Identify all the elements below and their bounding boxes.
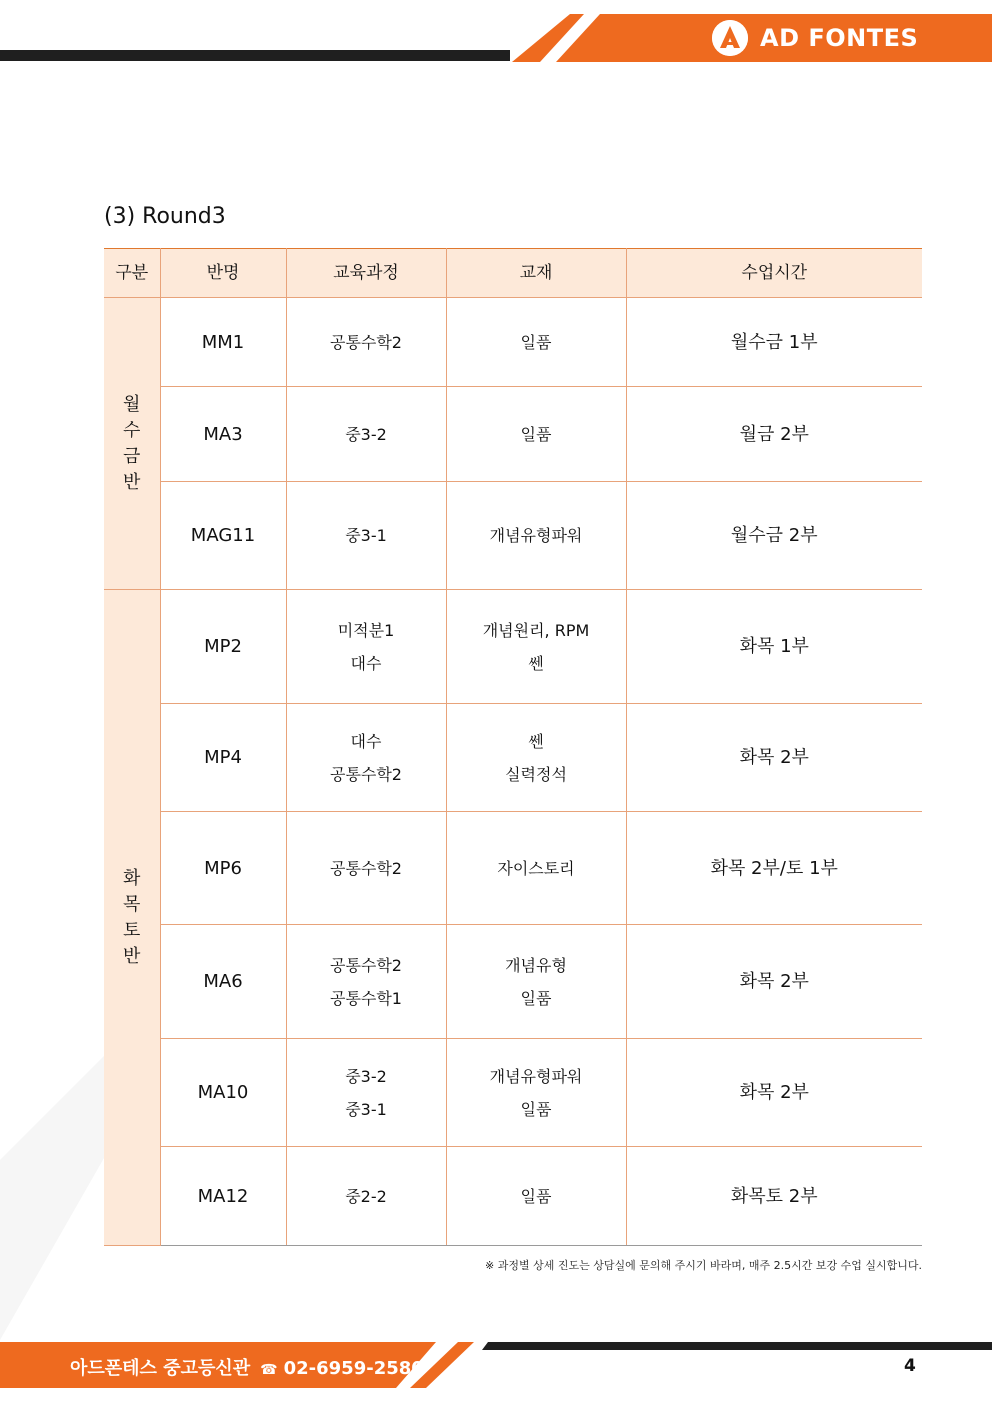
footer-phone-number: 02-6959-2580 [283, 1358, 424, 1379]
group-label-tue-thu-sat [104, 590, 160, 1246]
course-cell [286, 1147, 446, 1246]
course-cell [286, 298, 446, 387]
book-line: 개념유형파워 [489, 1066, 583, 1086]
class-name: MM1 [160, 298, 286, 387]
course-cell [286, 482, 446, 590]
course-line: 중2-2 [345, 1186, 387, 1206]
class-name: MA3 [160, 387, 286, 482]
course-cell [286, 387, 446, 482]
table-row [104, 1147, 922, 1246]
course-line: 공통수학2 [329, 858, 402, 878]
book-line: 개념원리, RPM [482, 620, 590, 640]
column-header-book: 교재 [446, 249, 626, 298]
book-line: 개념유형 [505, 955, 567, 975]
time-cell: 월수금 2부 [626, 482, 922, 590]
time-cell: 월금 2부 [626, 387, 922, 482]
course-line: 공통수학2 [329, 764, 402, 784]
brand-name: AD FONTES [760, 24, 919, 52]
course-cell [286, 590, 446, 704]
course-cell [286, 812, 446, 925]
footer-contact [70, 1354, 424, 1380]
table-row [104, 925, 922, 1039]
header-dark-bar [0, 50, 510, 61]
brand-logo-icon [712, 20, 748, 56]
book-cell [446, 1147, 626, 1246]
page-number: 4 [904, 1356, 916, 1376]
course-line: 공통수학1 [329, 988, 402, 1008]
class-name: MAG11 [160, 482, 286, 590]
course-cell [286, 925, 446, 1039]
book-cell [446, 590, 626, 704]
book-cell [446, 704, 626, 812]
book-line: 자이스토리 [497, 858, 575, 878]
time-cell: 화목 2부 [626, 704, 922, 812]
course-line: 대수 [350, 731, 382, 751]
time-cell: 화목 2부 [626, 1039, 922, 1147]
time-cell: 화목 1부 [626, 590, 922, 704]
group-label-text: 월 수 금 반 [123, 393, 141, 493]
course-line: 공통수학2 [329, 332, 402, 352]
book-cell [446, 298, 626, 387]
class-name: MP2 [160, 590, 286, 704]
course-line: 미적분1 [337, 620, 395, 640]
brand-logo [712, 20, 918, 56]
class-name: MA10 [160, 1039, 286, 1147]
book-line: 일품 [520, 1099, 552, 1119]
book-line: 실력정석 [505, 764, 567, 784]
column-header-course: 교육과정 [286, 249, 446, 298]
time-cell: 월수금 1부 [626, 298, 922, 387]
table-row [104, 298, 922, 387]
table-row [104, 387, 922, 482]
book-cell [446, 482, 626, 590]
book-line: 쎈 [528, 653, 544, 673]
section-title: (3) Round3 [104, 204, 226, 229]
course-cell [286, 704, 446, 812]
table-row [104, 1039, 922, 1147]
table-row [104, 482, 922, 590]
book-line: 일품 [520, 332, 552, 352]
course-line: 중3-2 [345, 424, 387, 444]
phone-icon: ☎ [260, 1362, 278, 1378]
book-line: 일품 [520, 1186, 552, 1206]
schedule-table [104, 248, 922, 1246]
table-header-row [104, 249, 922, 298]
class-name: MA12 [160, 1147, 286, 1246]
group-label-text: 화 목 토 반 [123, 867, 141, 967]
column-header-time: 수업시간 [626, 249, 922, 298]
class-name: MP6 [160, 812, 286, 925]
course-line: 공통수학2 [329, 955, 402, 975]
course-line: 대수 [350, 653, 382, 673]
book-line: 일품 [520, 424, 552, 444]
course-line: 중3-1 [345, 526, 387, 545]
class-name: MA6 [160, 925, 286, 1039]
time-cell: 화목 2부 [626, 925, 922, 1039]
table-row [104, 704, 922, 812]
footer-dark-bar [482, 1342, 992, 1350]
book-cell [446, 812, 626, 925]
table-row [104, 590, 922, 704]
table-row [104, 812, 922, 925]
time-cell: 화목 2부/토 1부 [626, 812, 922, 925]
book-line: 쎈 [528, 731, 544, 751]
column-header-class: 반명 [160, 249, 286, 298]
course-line: 중3-2 [345, 1066, 387, 1086]
footer-org-name: 아드폰테스 중고등신관 [70, 1358, 251, 1379]
book-cell [446, 925, 626, 1039]
book-line: 일품 [520, 988, 552, 1008]
book-line: 개념유형파워 [489, 526, 583, 545]
group-label-mon-wed-fri [104, 298, 160, 590]
column-header-group: 구분 [104, 249, 160, 298]
book-cell [446, 1039, 626, 1147]
course-line: 중3-1 [345, 1099, 387, 1119]
book-cell [446, 387, 626, 482]
background-decoration [0, 1040, 120, 1340]
course-cell [286, 1039, 446, 1147]
time-cell: 화목토 2부 [626, 1147, 922, 1246]
class-name: MP4 [160, 704, 286, 812]
footnote: ※ 과정별 상세 진도는 상담실에 문의해 주시기 바라며, 매주 2.5시간 보강 수업 실시합니다. [485, 1259, 922, 1272]
